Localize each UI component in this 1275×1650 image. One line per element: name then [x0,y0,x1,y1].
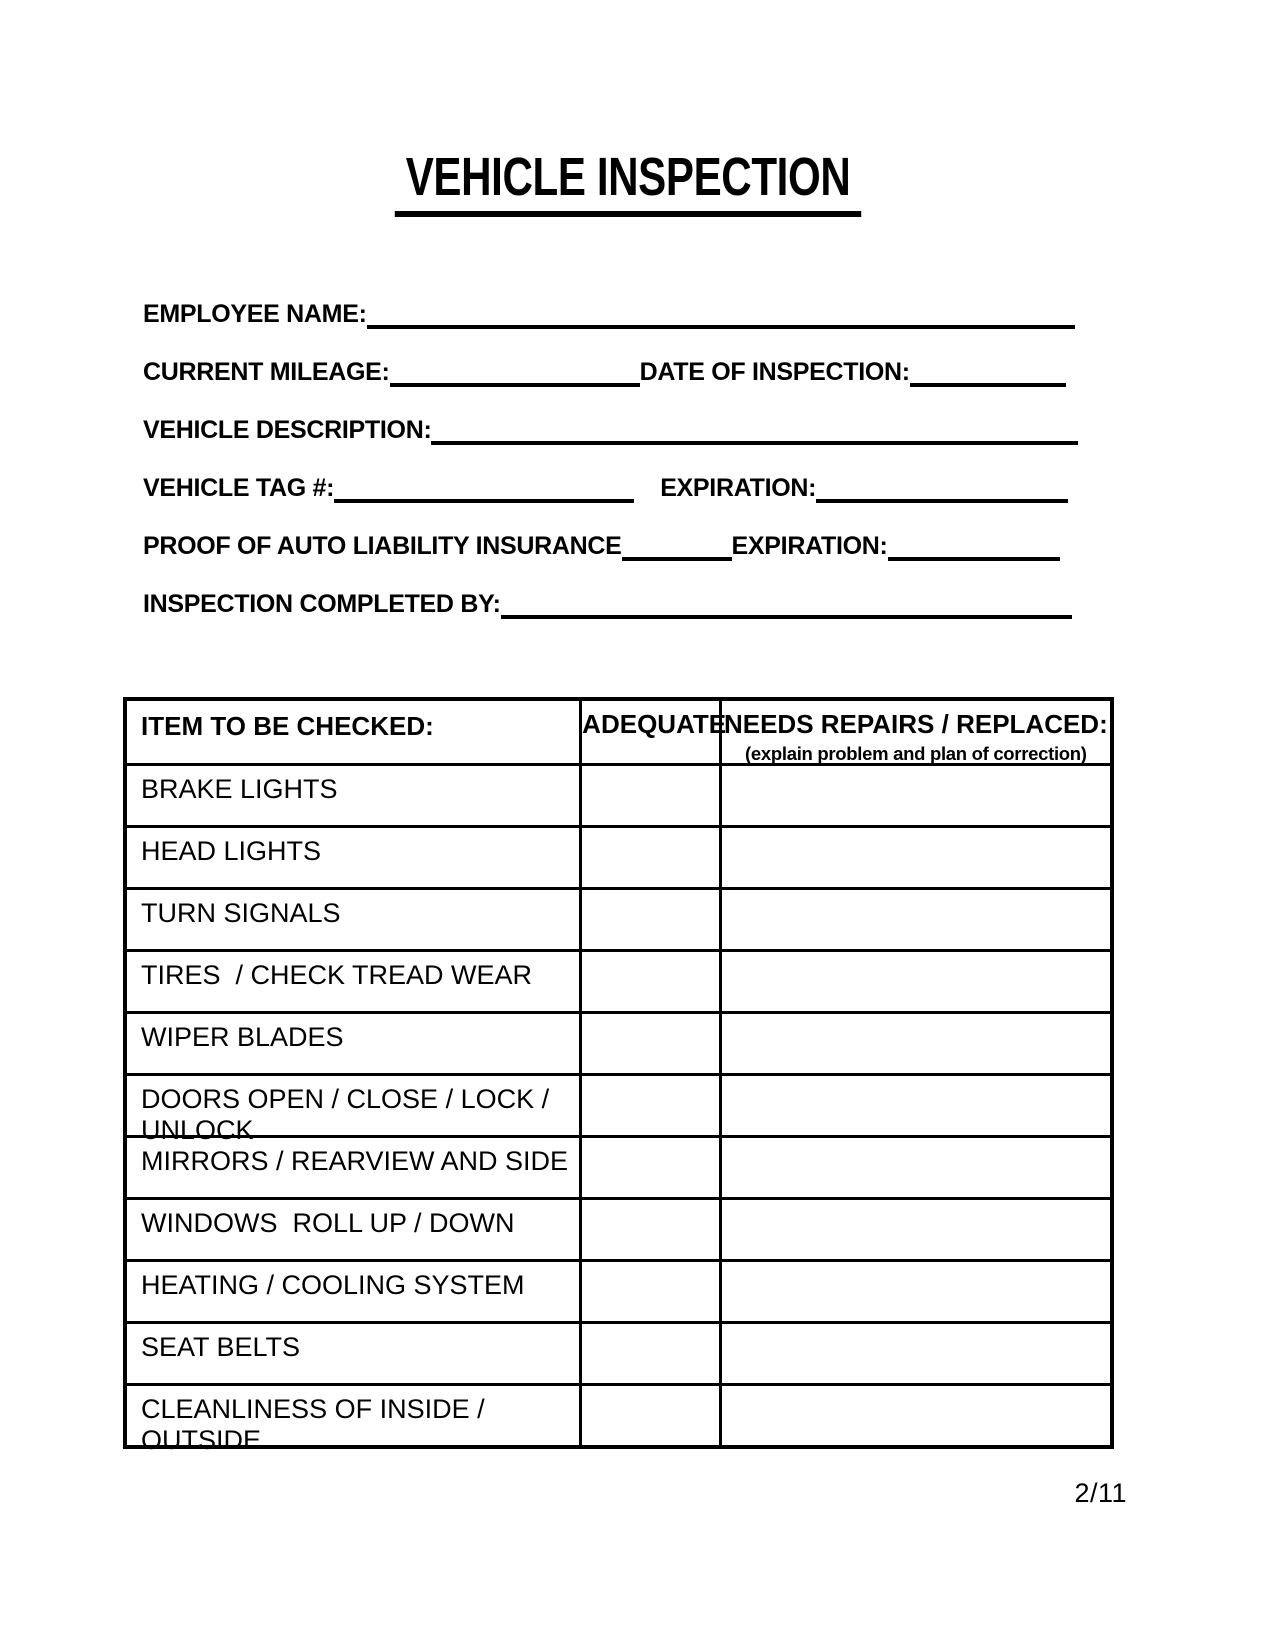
item-cell: HEATING / COOLING SYSTEM [141,1270,525,1300]
table-row [127,887,1110,949]
current-mileage-label: CURRENT MILEAGE: [143,358,390,386]
table-row [127,825,1110,887]
tag-expiration-label: EXPIRATION: [660,474,817,502]
inspection-completed-by-label: INSPECTION COMPLETED BY: [143,590,501,618]
repairs-cell[interactable] [722,828,1110,887]
vehicle-tag-label: VEHICLE TAG #: [143,474,335,502]
item-cell: SEAT BELTS [141,1332,301,1362]
repairs-cell[interactable] [722,952,1110,1011]
table-row [127,1321,1110,1383]
repairs-cell[interactable] [722,890,1110,949]
vehicle-description-label: VEHICLE DESCRIPTION: [143,416,432,444]
adequate-cell[interactable] [579,1014,722,1073]
field-row-vehicle-description [143,387,1124,445]
page-title: VEHICLE INSPECTION [395,146,862,217]
table-row [127,1011,1110,1073]
table-row [127,949,1110,1011]
employee-name-label: EMPLOYEE NAME: [143,300,367,328]
insurance-expiration-input[interactable] [888,551,1060,561]
inspection-checklist-table [123,697,1114,1455]
header-adequate: ADEQUATE [579,701,722,763]
repairs-cell[interactable] [722,1076,1110,1135]
page-number: 2/11 [1074,1478,1127,1508]
field-row-employee-name [143,271,1124,329]
table-row [127,1135,1110,1197]
item-cell: TIRES / CHECK TREAD WEAR [141,960,533,990]
item-cell: WINDOWS ROLL UP / DOWN [141,1208,515,1238]
inspection-completed-by-input[interactable] [501,609,1072,619]
adequate-cell[interactable] [579,1324,722,1383]
adequate-cell[interactable] [579,1138,722,1197]
insurance-proof-input[interactable] [622,551,732,561]
item-cell: WIPER BLADES [141,1022,344,1052]
item-cell: BRAKE LIGHTS [141,774,338,804]
insurance-expiration-label: EXPIRATION: [731,532,888,560]
form-fields [133,271,1124,619]
repairs-cell[interactable] [722,766,1110,825]
table-row [127,1259,1110,1321]
table-header-row [127,701,1110,763]
table-row [127,1073,1110,1145]
field-row-completed-by [143,561,1124,619]
repairs-cell[interactable] [722,1324,1110,1383]
item-cell: DOORS OPEN / CLOSE / LOCK / UNLOCK [141,1084,557,1145]
table-row [127,1197,1110,1259]
item-cell: TURN SIGNALS [141,898,341,928]
adequate-cell[interactable] [579,890,722,949]
date-of-inspection-input[interactable] [910,377,1066,387]
repairs-cell[interactable] [722,1200,1110,1259]
repairs-cell[interactable] [722,1138,1110,1197]
adequate-cell[interactable] [579,1386,722,1445]
header-needs-repairs [722,701,1110,763]
field-row-insurance [143,503,1124,561]
item-cell: HEAD LIGHTS [141,836,322,866]
repairs-cell[interactable] [722,1262,1110,1321]
header-needs-repairs-line1: NEEDS REPAIRS / REPLACED: [723,709,1108,739]
tag-expiration-input[interactable] [816,493,1068,503]
repairs-cell[interactable] [722,1386,1110,1445]
adequate-cell[interactable] [579,828,722,887]
field-row-tag-expiration [143,445,1124,503]
adequate-cell[interactable] [579,1262,722,1321]
item-cell: CLEANLINESS OF INSIDE / OUTSIDE [141,1394,493,1455]
table-row [127,763,1110,825]
table-row [127,1383,1110,1455]
item-cell: MIRRORS / REARVIEW AND SIDE [141,1146,569,1176]
adequate-cell[interactable] [579,1200,722,1259]
insurance-label: PROOF OF AUTO LIABILITY INSURANCE [143,532,622,560]
adequate-cell[interactable] [579,766,722,825]
adequate-cell[interactable] [579,1076,722,1135]
current-mileage-input[interactable] [390,377,640,387]
title-wrap [133,146,1124,217]
employee-name-input[interactable] [367,319,1075,329]
date-of-inspection-label: DATE OF INSPECTION: [639,358,910,386]
vehicle-tag-input[interactable] [334,493,634,503]
field-row-mileage-date [143,329,1124,387]
repairs-cell[interactable] [722,1014,1110,1073]
vehicle-description-input[interactable] [431,435,1078,445]
adequate-cell[interactable] [579,952,722,1011]
header-needs-repairs-line2: (explain problem and plan of correction) [745,743,1087,764]
header-item-to-be-checked: ITEM TO BE CHECKED: [141,711,434,741]
